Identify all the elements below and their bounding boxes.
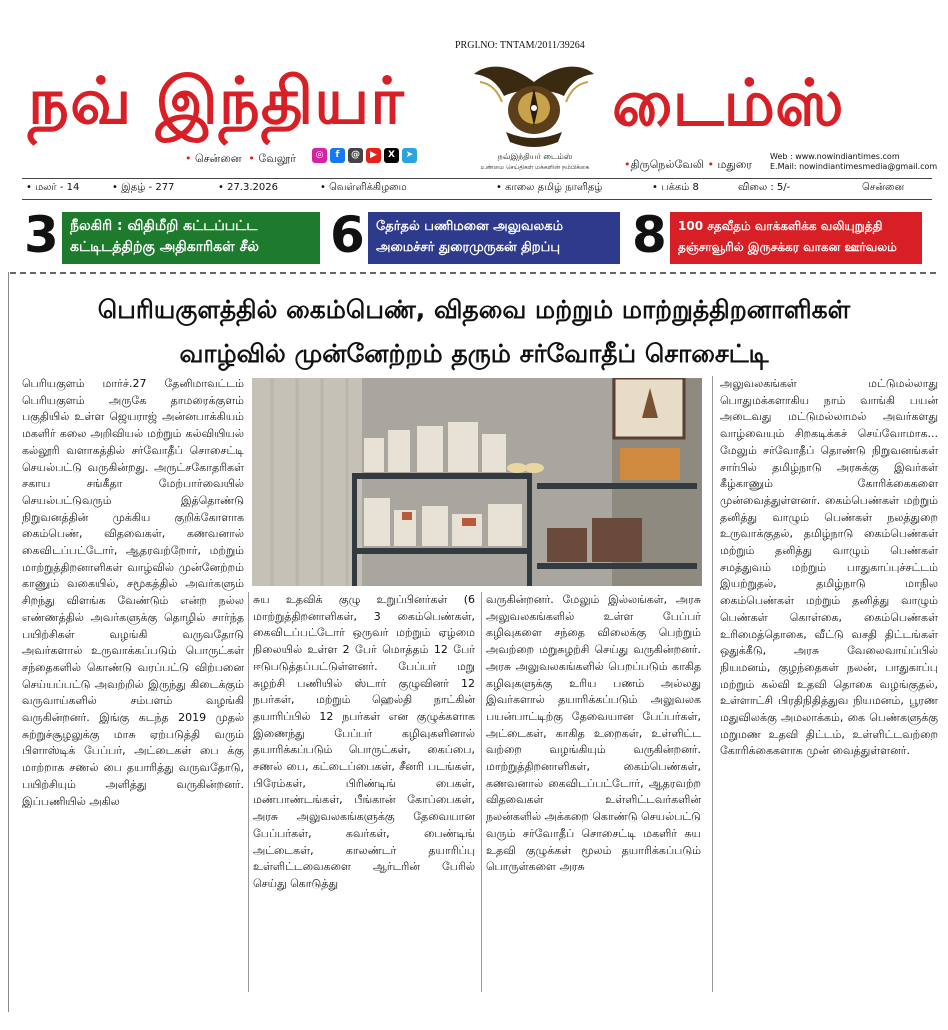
left-border xyxy=(8,272,9,1012)
threads-icon[interactable]: @ xyxy=(348,148,363,163)
section-divider xyxy=(10,272,936,274)
price: விலை : 5/- xyxy=(738,182,791,193)
city-madurai: மதுரை xyxy=(717,158,752,171)
teaser-text-8[interactable]: 100 சதவீதம் வாக்களிக்க வலியுறுத்தி தஞ்சாவூரில் இருசக்கர வாகன ஊர்வலம் xyxy=(670,212,922,264)
website-text: Web : www.nowindiantimes.com xyxy=(770,152,900,161)
masthead-title-right: டைம்ஸ் xyxy=(612,67,844,141)
article-photo xyxy=(252,378,702,586)
teaser-text-6[interactable]: தேர்தல் பணிமனை அலுவலகம் அமைச்சர் துரைமுருகன் திறப்பு xyxy=(368,212,620,264)
email-text: E.Mail: nowindiantimesmedia@gmail.com xyxy=(770,162,938,171)
youtube-icon[interactable]: ▶ xyxy=(366,148,381,163)
emblem-caption: நவ்இந்தியர் டைம்ஸ் xyxy=(497,152,573,161)
teaser-text-3[interactable]: நீலகிரி : விதிமீறி கட்டப்பட்ட கட்டிடத்திற்கு அதிகாரிகள் சீல் xyxy=(62,212,320,264)
contact-info xyxy=(770,152,937,172)
facebook-icon[interactable]: f xyxy=(330,148,345,163)
article-column-3: வருகின்றனர். மேலும் இல்லங்கள், அரசு அலுவலகங்களில் உள்ள பேப்பர் கழிவுகளை சந்தை விலைக்கு பெற்றும் அவற்றை மறுசுழற்சி செய்து வருகின்றனர். அரசு அலுவலகங்களில் பெறப்படும் காகித கழிவுகளுக்கு உரிய பணம் அல்லது இவர்களால் தயாரிக்கப்படும் அலுவலக பயன்பாட்டிற்கு தேவையான பேப்பர்கள், அட்டைகள், காகித உறைகள், உள்ளிட்ட வற்றை வழங்கியும் வருகின்றனர். மாற்றுத்திறனாளிகள், கைம்பெண்கள், கணவனால் கைவிடப்பட்டோர், ஆதரவற்ற விதவைகள் உள்ளிட்டவர்களின் நலன்களில் அக்கறை கொண்டு செயல்பட்டு வரும் சர்வோதீப் சொசைட்டி மகளிர் சுய உதவி குழுக்கள் மூலம் தயாரிக்கப்படும் பொருள்களை அரசு xyxy=(486,593,701,874)
city-chennai: சென்னை xyxy=(195,152,242,165)
issue-day: • வெள்ளிக்கிழமை xyxy=(320,182,407,193)
issue-info-bar xyxy=(22,178,932,200)
telegram-icon[interactable]: ➤ xyxy=(402,148,417,163)
teaser-page-3[interactable]: 3 xyxy=(24,206,59,264)
city-tirunelveli: திருநெல்வேலி xyxy=(630,158,704,171)
registration-number: PRGI.NO: TNTAM/2011/39264 xyxy=(455,40,585,51)
edition-type: • காலை தமிழ் நாளிதழ் xyxy=(496,182,603,193)
masthead-title-left: நவ் இந்தியர் xyxy=(28,65,405,139)
cities-left: • சென்னை • வேலூர் xyxy=(185,152,296,165)
headline-line-2: வாழ்வில் முன்னேற்றம் தரும் சர்வோதீப் சொசைட்டி xyxy=(179,339,769,368)
teaser-page-8[interactable]: 8 xyxy=(632,206,667,264)
city-vellore: வேலூர் xyxy=(258,152,296,165)
column-divider xyxy=(712,376,713,992)
article-column-2: சுய உதவிக் குழு உறுப்பினர்கள் (6 மாற்றுத்திறனாளிகள், 3 கைம்பெண்கள், கைவிடப்பட்டோர் ஒருவர் மற்றும் ஏழ்மை நிலையில் உள்ள 2 பேர் மொத்தம் 12 பேர் ஈடுபடுத்தப்பட்டுள்ளனர். பேப்பர் மறு சுழற்சி பணியில் ஸ்டார் குழுவினர் 12 நபர்கள், மற்றும் ஹெல்தி நாட்கின் தயாரிப்பில் 12 நபர்கள் என குழுக்களாக இணைந்து பேப்பர் கழிவுகளினால் தயாரிக்கப்படும் பொருட்கள், கைப்பை, சணல் பை, கட்டைப்பைகள், சீனரி படங்கள், பிரேம்கள், பிரிண்டிங் பைகள், மண்பாண்டங்கள், பீங்கான் கோப்பைகள், அரசு அலுவலகங்களுக்கு தேவையான பேப்பர்கள், கவர்கள், பைண்டிங் அட்டைகள், காலண்டர் தயாரிப்பு உள்ளிட்டவைகளை ஆர்டரின் பேரில் செய்து கொடுத்து xyxy=(253,593,475,890)
x-icon[interactable]: X xyxy=(384,148,399,163)
malar-number: • மலர் - 14 xyxy=(26,182,80,193)
page-count: • பக்கம் 8 xyxy=(652,182,699,193)
teaser-page-6[interactable]: 6 xyxy=(330,206,365,264)
column-divider xyxy=(248,592,249,992)
cities-right: •திருநெல்வேலி • மதுரை xyxy=(624,158,752,171)
winged-lion-emblem-icon xyxy=(468,52,600,160)
instagram-icon[interactable]: ◎ xyxy=(312,148,327,163)
issue-number: • இதழ் - 277 xyxy=(112,182,175,193)
headline-line-1: பெரியகுளத்தில் கைம்பெண், விதவை மற்றும் மாற்றுத்திறனாளிகள் xyxy=(97,295,851,324)
edition-city: சென்னை xyxy=(862,182,905,193)
issue-date: • 27.3.2026 xyxy=(218,182,278,193)
social-icons xyxy=(312,148,417,163)
article-column-4: அலுவலகங்கள் மட்டுமல்லாது பொதுமக்களாகிய நாம் வாங்கி பயன் அடைவது மட்டுமல்லாமல் அவர்களது வாழ்வையும் சிறகடிக்கச் செய்வோமாக... மேலும் சர்வோதீப் தொண்டு நிறுவனங்கள் சார்பில் தமிழ்நாடு அரசுக்கு இவர்கள் கீழ்காணும் கோரிக்கைகளை முன்வைத்துள்ளனர். கைம்பெண்கள் மற்றும் தனித்து வாழும் பெண்கள் நலத்துறை உருவாக்குதல், தமிழ்நாடு கைம்பெண்கள் மற்றும் தனித்து வாழும் பெண்கள் சமத்துவம் மற்றும் பாதுகாப்புச்சட்டம் இயற்றுதல், தமிழ்நாடு மாநில கைம்பெண்கள் மற்றும் தனித்து வாழும் பெண்கள் கொள்கை, கைம்பெண்கள் உரிமைத்தொகை, வீட்டு வசதி திட்டங்கள் ஒதுக்கீடு, அரசு வேலைவாய்ப்பில் நியமனம், குழந்தைகள் நலன், பாதுகாப்பு மற்றும் கல்வி உதவி தொகை வழங்குதல், உள்ளாட்சி பிரதிநிதித்துவ நியமனம், பூரண மதுவிலக்கு அமலாக்கம், கை பெண்களுக்கு மறுமண உதவி திட்டம், உள்ளிட்டவற்றை கோரிக்கைகளாக முன் வைத்துள்ளனர். xyxy=(720,377,938,758)
emblem-subcaption: உண்மை செய்திகள் மக்களின் நம்பிக்கை xyxy=(480,164,590,171)
column-divider xyxy=(481,592,482,992)
article-headline xyxy=(0,288,948,376)
article-column-1: பெரியகுளம் மார்ச்.27 தேனிமாவட்டம் பெரியகுளம் அருகே தாமரைக்குளம் பகுதியில் உள்ள ஜெயராஜ் அன்னபாக்கியம் மகளிர் கலை அறிவியல் மற்றும் கல்வியியல் கல்லூரி வளாகத்தில் சர்வோதீப் சொசைட்டி செயல்பட்டு வருகின்றது. அருட்சகோதரிகள் சகாய சங்கீதா மேற்பார்வையில் செயல்பட்டுவரும் இத்தொண்டு நிறுவனத்தின் முக்கிய குறிக்கோளாக கைம்பெண், விதவைகள், கணவனால் கைவிடப்பட்டோர், ஆதரவற்றோர், மற்றும் மாற்றுத்திறனாளிகள் வாழ்வில் முன்னேற்றம் காணும் வகையில், சமூகத்தில் அவர்களும் சிறந்து விளங்க வேண்டும் என்ற நல்ல எண்ணத்தில் அவர்களுக்கு தொழில் சார்ந்த பயிற்சிகள் வழங்கி வருவதோடு அவர்களால் உருவாக்கப்படும் பொருட்கள் சந்தைகளில் கொண்டு வரப்பட்டு விற்பனை செய்யப்பட்டு அவற்றில் இருந்து கிடைக்கும் வருவாய்களில் சம்பளம் வழங்கி வருகின்றனர். இங்கு கடந்த 2019 முதல் சுற்றுச்சூழலுக்கு மாசு ஏற்படுத்தி வரும் பிளாஸ்டிக் பேப்பர், அட்டைகள் பை க்கு மாற்றாக சணல் பை தயாரித்து வருவதோடு, பயிற்சியும் அளித்து வருகின்றனர். இப்பணியில் அகில xyxy=(22,377,244,808)
